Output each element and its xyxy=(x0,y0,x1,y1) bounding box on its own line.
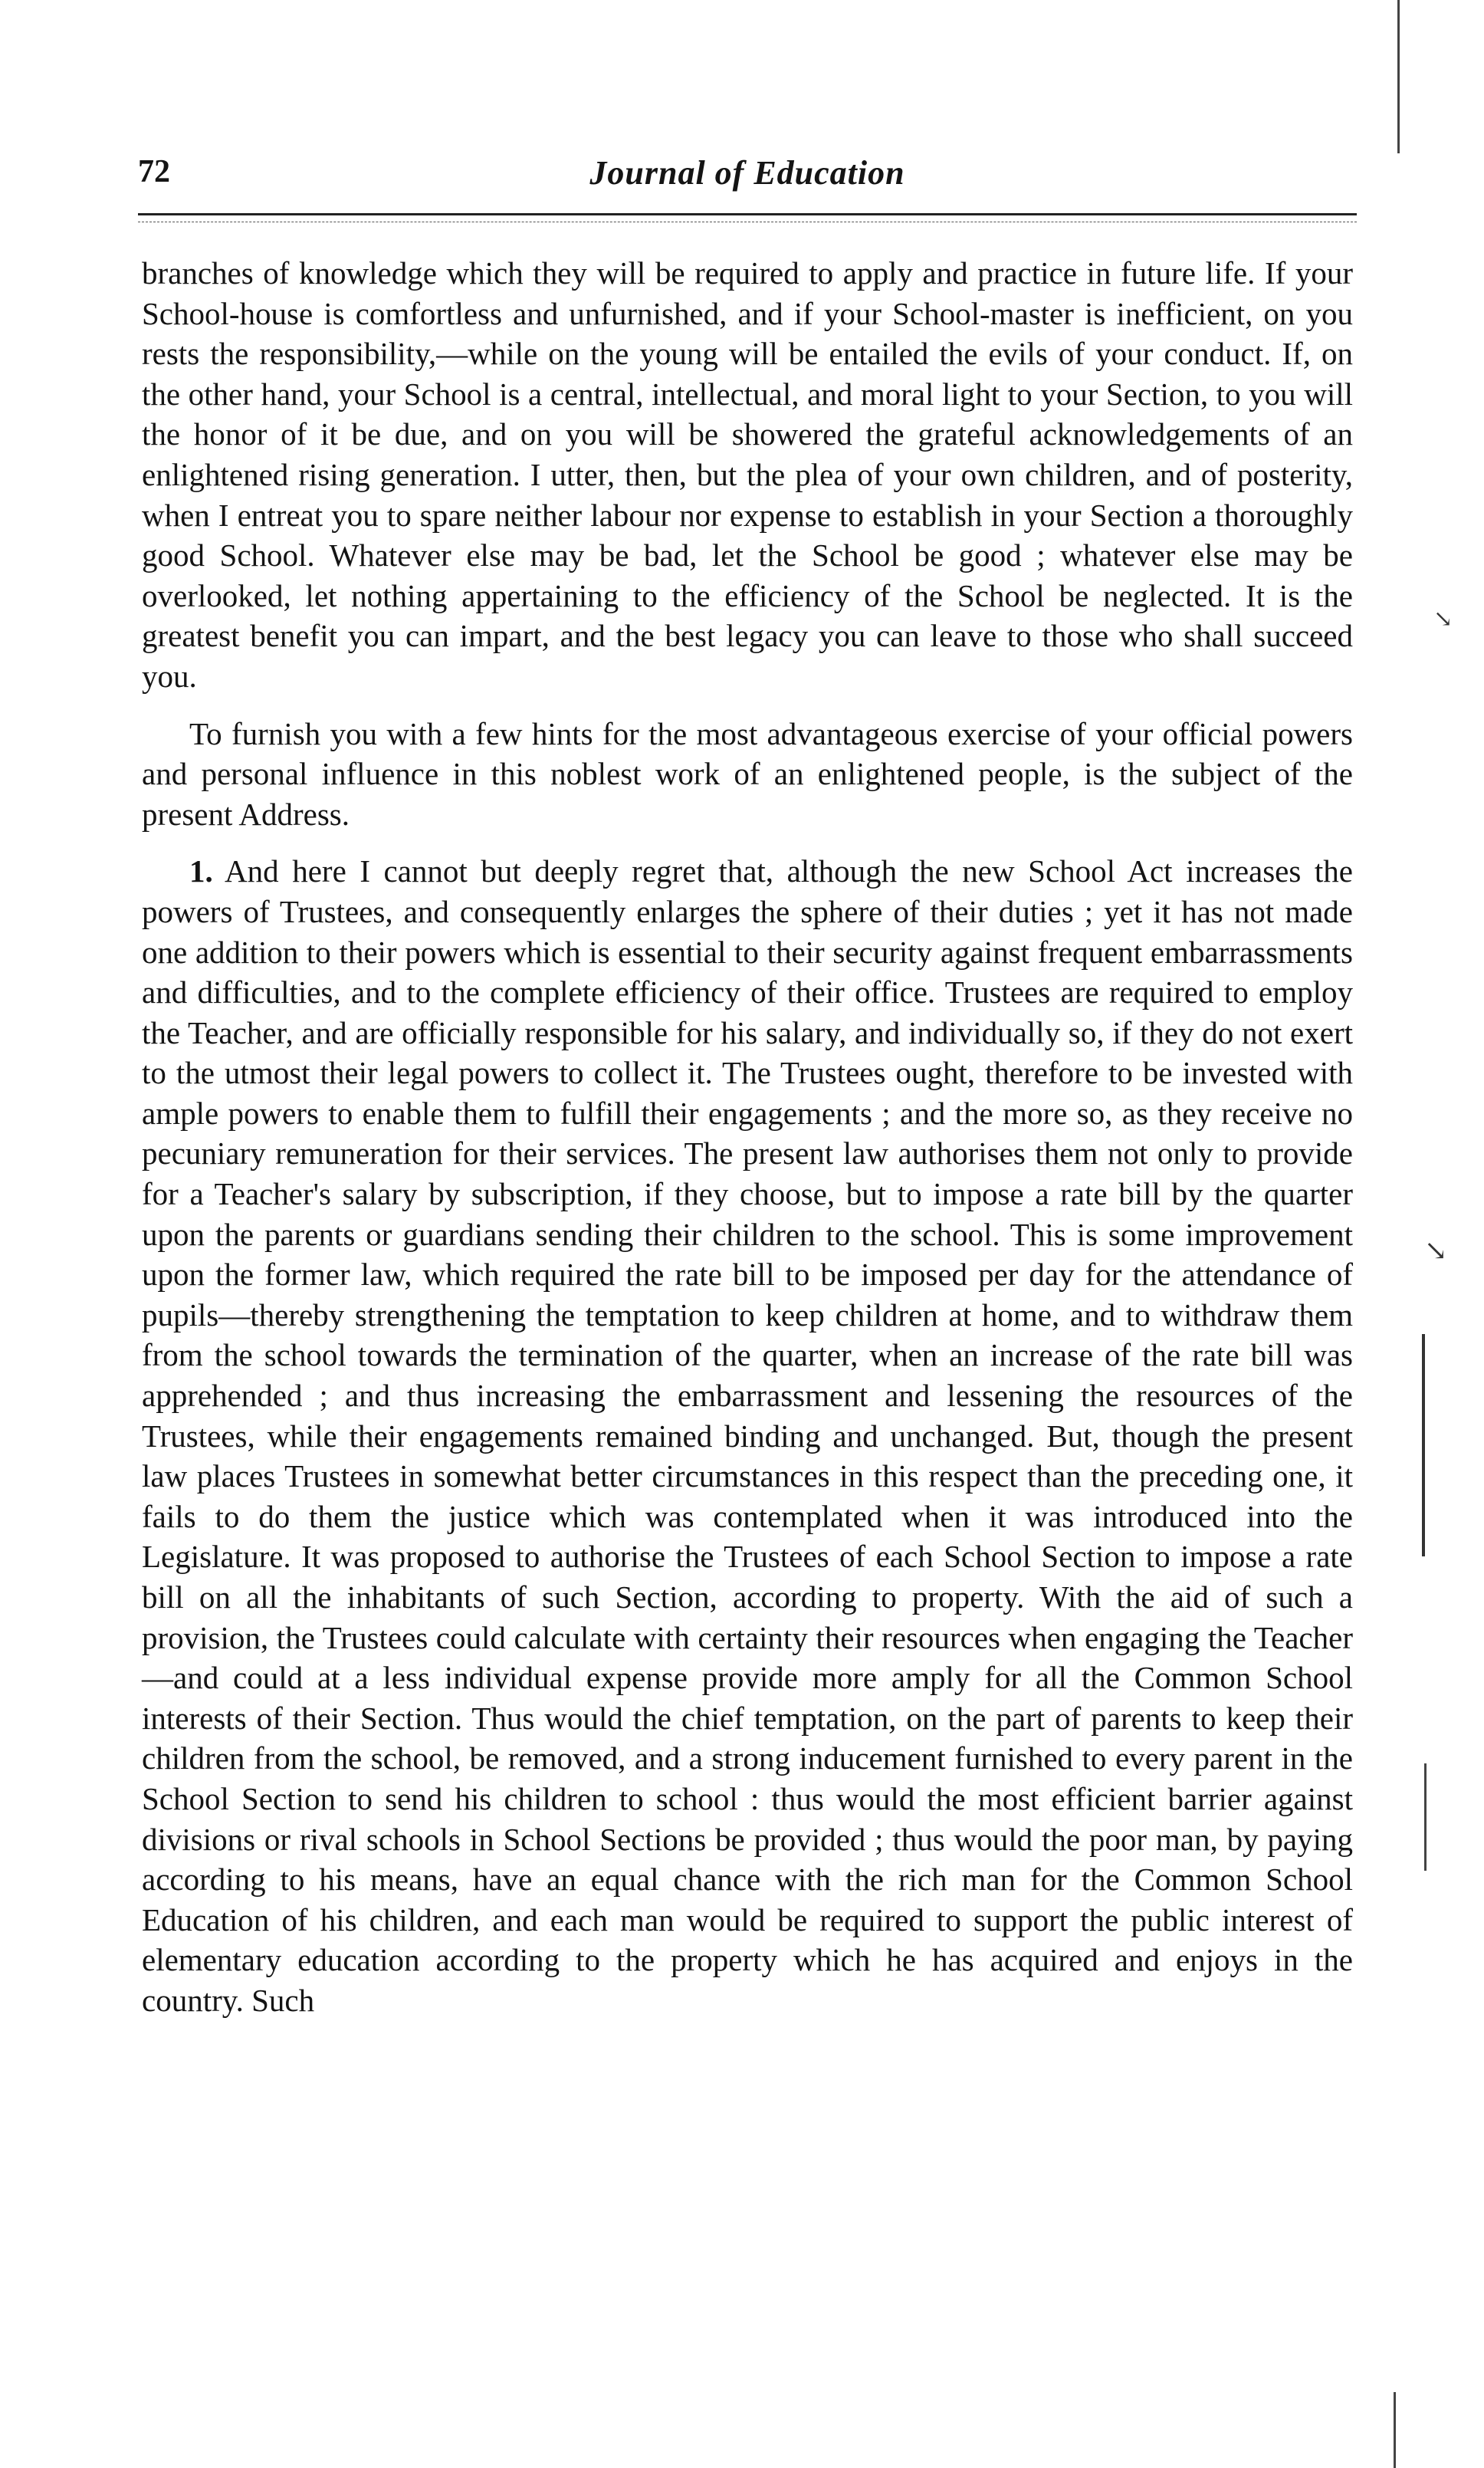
header-rule xyxy=(138,213,1357,222)
paragraph: To furnish you with a few hints for the most advantageous exercise of your official powers and personal influence in this noblest work of an enlightened people, is the subject of the present Address. xyxy=(142,715,1353,832)
paragraph-numbered xyxy=(142,851,1353,2020)
paragraph-text: And here I cannot but deeply regret that, although the new School Act increases the powers of Trustees, and consequently enlarges the sphere of their duties ; yet it has not made one addition to their powers which is essential to their security against frequent embarrassments and difficulties, and to the complete efficiency of their office. Trustees are required to employ the Teacher, and are officially responsible for his salary, and individually so, if they do not exert to the utmost their legal powers to collect it. The Trustees ought, therefore to be invested with ample powers to enable them to fulfill their engagements ; and the more so, as they receive no pecuniary remuneration for their services. The present law authorises them not only to provide for a Teacher's salary by subscription, if they choose, but to impose a rate bill by the quarter upon the parents or guardians sending their children to the school. This is some improvement upon the former law, which required the rate bill to be imposed per day for the attendance of pupils—thereby strengthening the temptation to keep children at home, and to withdraw them from the school towards the termination of the quarter, when an increase of the rate bill was apprehended ; and thus increasing the embarrassment and lessening the resources of the Trustees, while their engagements remained binding and unchanged. But, though the present law places Trustees in somewhat better circumstances in this respect than the preceding one, it fails to do them the justice which was contemplated when it was introduced into the Legislature. It was proposed to authorise the Trustees of each School Section to impose a rate bill on all the inhabitants of such Section, according to property. With the aid of such a provision, the Trustees could calculate with certainty their resources when engaging the Teacher—and could at a less individual expense provide more amply for all the Common School interests of their Section. Thus would the chief temptation, on the part of parents to keep their children from the school, be removed, and a strong inducement furnished to every parent in the School Section to send his children to school : thus would the most efficient barrier against divisions or rival schools in School Sections be provided ; thus would the poor man, by paying according to his means, have an equal chance with the rich man for the Common School Education of his children, and each man would be required to support the public interest of elementary education according to the property which he has acquired and enjoys in the country. Such xyxy=(142,853,1353,2018)
paragraph-number: 1. xyxy=(189,853,213,889)
margin-arrow-icon: ↘ xyxy=(1424,1235,1448,1266)
margin-bracket-mark xyxy=(1424,1763,1427,1871)
margin-line-mark xyxy=(1394,2392,1396,2468)
margin-line-mark xyxy=(1397,0,1400,153)
page-header xyxy=(138,153,1357,199)
paragraph: branches of knowledge which they will be required to apply and practice in future life. If your School-house is comfortless and unfurnished, and if your School-master is inefficient, on you rests the responsibility,—while on the young will be entailed the evils of your conduct. If, on the other hand, your School is a central, intellectual, and moral light to your Section, to you will the honor of it be due, and on you will be showered the grateful acknowledgements of an enlightened rising generation. I utter, then, but the plea of your own children, and of posterity, when I entreat you to spare neither labour nor expense to establish in your Section a thoroughly good School. Whatever else may be bad, let the School be good ; whatever else may be overlooked, let nothing appertaining to the efficiency of the School be neglected. It is the greatest benefit you can impart, and the best legacy you can leave to those who shall succeed you. xyxy=(142,255,1353,694)
margin-arrow-icon: ↘ xyxy=(1433,606,1453,632)
body-text xyxy=(142,253,1353,2038)
running-title: Journal of Education xyxy=(589,154,905,192)
margin-bracket-mark xyxy=(1422,1334,1425,1556)
page-number: 72 xyxy=(138,154,170,189)
